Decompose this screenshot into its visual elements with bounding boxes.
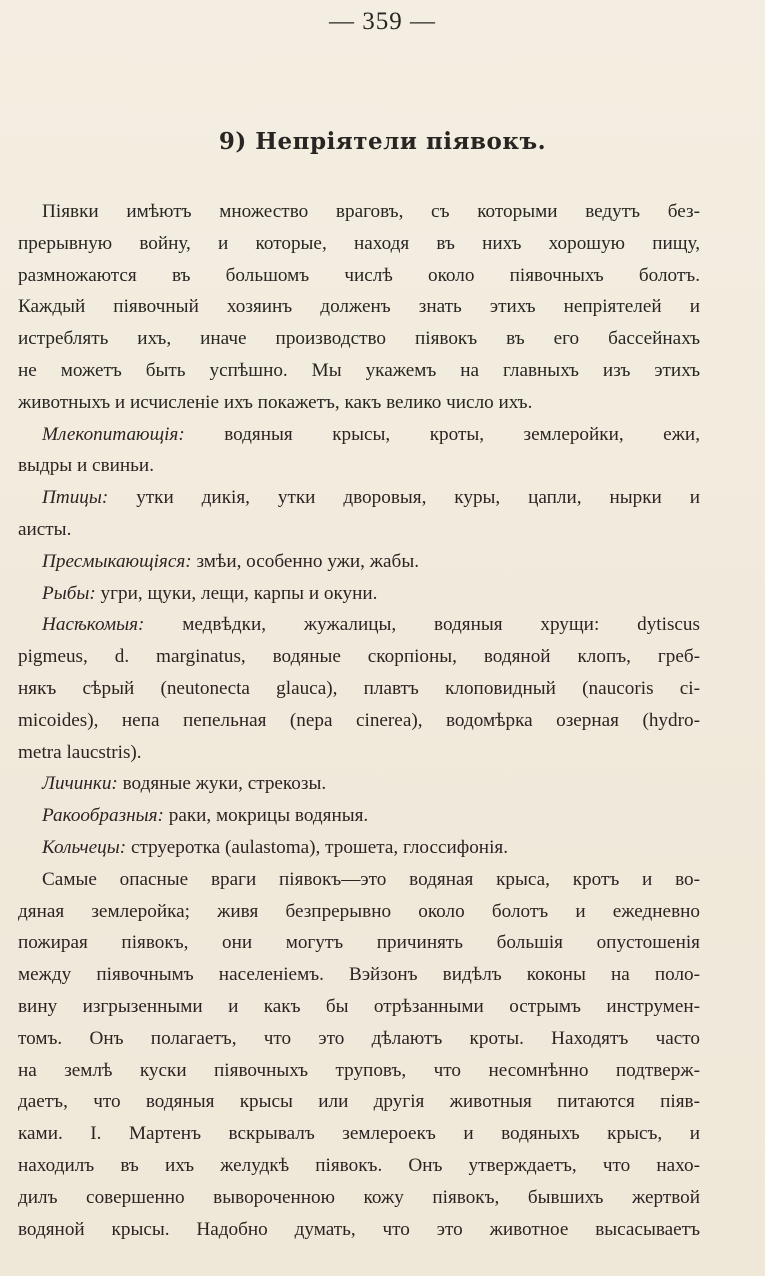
line-text: ками. І. Мартенъ вскрывалъ землероекъ и водяныхъ крысъ, и	[18, 1123, 700, 1145]
line-text: змѣи, особенно ужи, жабы.	[191, 550, 420, 572]
text-line	[18, 546, 700, 578]
line-text: струеротка (aulastoma), трошета, глоссифонія.	[126, 836, 509, 858]
page-number: — 359 —	[329, 8, 436, 35]
line-text: утки дикія, утки дворовыя, куры, цапли, нырки и	[108, 487, 700, 509]
category-label: Насѣкомыя:	[42, 614, 145, 636]
text-line	[18, 609, 700, 641]
text-line	[18, 323, 700, 355]
line-text: водяныя крысы, кроты, землеройки, ежи,	[184, 423, 700, 445]
text-line	[18, 800, 700, 832]
line-text: между піявочнымъ населеніемъ. Вэйзонъ видѣлъ коконы на поло-	[18, 964, 700, 986]
text-line	[18, 578, 700, 610]
text-line	[18, 896, 700, 928]
line-text: прерывную войну, и которые, находя въ нихъ хорошую пищу,	[18, 232, 700, 254]
line-text: животныхъ и исчисленіе ихъ покажетъ, какъ велико число ихъ.	[18, 391, 533, 413]
line-text: вину изгрызенными и какъ бы отрѣзанными острымъ инструмен-	[18, 995, 700, 1017]
line-text: водяной крысы. Надобно думать, что это животное высасываетъ	[18, 1218, 700, 1240]
line-text: водяные жуки, стрекозы.	[117, 773, 327, 795]
text-line	[18, 387, 700, 419]
line-text: находилъ въ ихъ желудкѣ піявокъ. Онъ утверждаетъ, что нахо-	[18, 1154, 700, 1176]
line-text: пожирая піявокъ, они могутъ причинять большія опустошенія	[18, 932, 700, 954]
category-label: Кольчецы:	[42, 836, 127, 858]
line-text: някъ сѣрый (neutonecta glauca), плавтъ клоповидный (naucoris ci-	[18, 677, 700, 699]
text-line	[18, 832, 700, 864]
line-text: дяная землеройка; живя безпрерывно около болотъ и ежедневно	[18, 900, 700, 922]
category-label: Рыбы:	[42, 582, 96, 604]
line-text: раки, мокрицы водяныя.	[163, 805, 369, 827]
text-line	[18, 1118, 700, 1150]
text-line	[18, 673, 700, 705]
line-text: на землѣ куски піявочныхъ труповъ, что несомнѣнно подтверж-	[18, 1059, 700, 1081]
text-line	[18, 450, 700, 482]
text-line	[18, 228, 700, 260]
text-line	[18, 705, 700, 737]
line-text: размножаются въ большомъ числѣ около піявочныхъ болотъ.	[18, 264, 700, 286]
category-label: Личинки:	[42, 773, 118, 795]
line-text: выдры и свиньи.	[18, 455, 154, 477]
category-label: Пресмыкающіяся:	[42, 550, 192, 572]
text-line	[18, 260, 700, 292]
line-text: аисты.	[18, 518, 72, 540]
line-text: Самые опасные враги піявокъ—это водяная крыса, кротъ и во-	[42, 868, 700, 890]
line-text: томъ. Онъ полагаетъ, что это дѣлаютъ кроты. Находятъ часто	[18, 1027, 700, 1049]
text-line	[18, 768, 700, 800]
line-text: не можетъ быть успѣшно. Мы укажемъ на главныхъ изъ этихъ	[18, 359, 700, 381]
line-text: угри, щуки, лещи, карпы и окуни.	[95, 582, 378, 604]
line-text: даетъ, что водяныя крысы или другія животныя питаются піяв-	[18, 1091, 700, 1113]
text-line	[18, 1150, 700, 1182]
text-line	[18, 641, 700, 673]
text-line	[18, 482, 700, 514]
text-line	[18, 291, 700, 323]
line-text: дилъ совершенно вывороченною кожу піявокъ, бывшихъ жертвой	[18, 1186, 700, 1208]
text-line	[18, 1055, 700, 1087]
text-line	[18, 1086, 700, 1118]
line-text: истреблять ихъ, иначе производство піявокъ въ его бассейнахъ	[18, 328, 700, 350]
text-line	[18, 1214, 700, 1246]
text-line	[18, 1182, 700, 1214]
text-line	[18, 959, 700, 991]
text-line	[18, 927, 700, 959]
text-line	[18, 864, 700, 896]
text-line	[18, 196, 700, 228]
line-text: micoides), непа пепельная (nepa cinerea), водомѣрка озерная (hydro-	[18, 709, 700, 731]
category-label: Птицы:	[42, 487, 109, 509]
text-line	[18, 355, 700, 387]
category-label: Млекопитающія:	[42, 423, 185, 445]
text-line	[18, 1023, 700, 1055]
line-text: Піявки имѣютъ множество враговъ, съ которыми ведутъ без-	[42, 201, 700, 222]
section-heading: 9) Непріятели піявокъ.	[218, 128, 547, 155]
text-line	[18, 737, 700, 769]
text-line	[18, 991, 700, 1023]
body-text	[18, 196, 700, 1245]
text-line	[18, 514, 700, 546]
line-text: медвѣдки, жужалицы, водяныя хрущи: dytiscus	[144, 614, 700, 636]
line-text: metra laucstris).	[18, 741, 142, 763]
category-label: Ракообразныя:	[42, 805, 164, 827]
line-text: pigmeus, d. marginatus, водяные скорпіоны, водяной клопъ, греб-	[18, 646, 700, 668]
line-text: Каждый піявочный хозяинъ долженъ знать этихъ непріятелей и	[18, 296, 700, 318]
text-line	[18, 419, 700, 451]
